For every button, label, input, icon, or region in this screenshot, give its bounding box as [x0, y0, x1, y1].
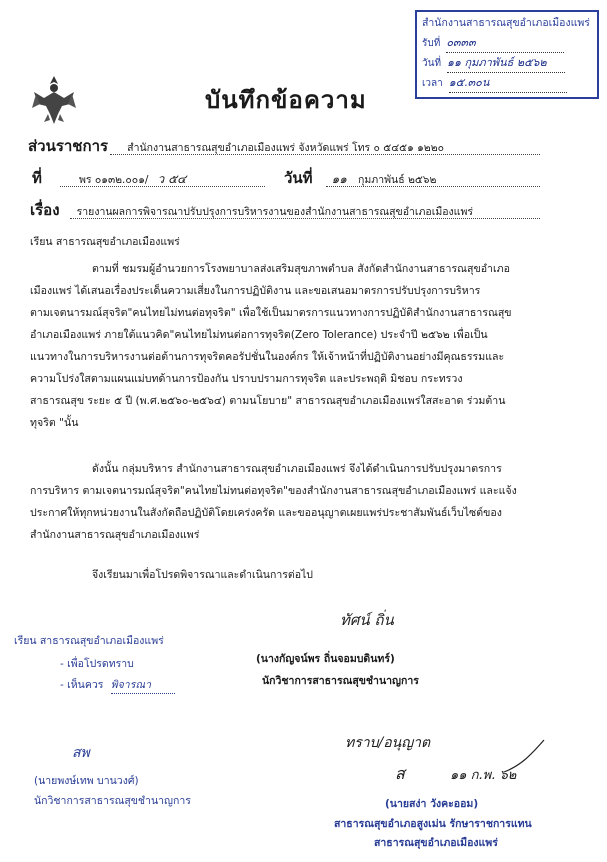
- date-rest: กุมภาพันธ์ ๒๕๖๒: [358, 174, 437, 186]
- approval-note: ทราบ/อนุญาต: [345, 735, 431, 751]
- ref-dotted-line: [60, 186, 265, 187]
- minute-item-2-hand: พิจารณา: [111, 676, 175, 694]
- subject-value: รายงานผลการพิจารณาปรับปรุงการบริหารงานของสำนักงานสาธารณสุขอำเภอเมืองแพร่: [76, 206, 474, 218]
- para1-line: แนวทางในการบริหารงานต่อต้านการทุจริตคอรัปชั่นในองค์กร ให้เจ้าหน้าที่ปฏิบัติงานอย่างมีคุณธรรมและ: [30, 351, 505, 363]
- subject-label: เรื่อง: [30, 201, 60, 219]
- para1-line: อำเภอเมืองแพร่ ภายใต้แนวคิด"คนไทยไม่ทนต่อการทุจริต(Zero Tolerance) ประจำปี ๒๕๖๒ เพื่อเป็น: [30, 329, 488, 341]
- date-dotted-line: [326, 186, 540, 187]
- signer-name: (นางกัญจน์พร ถิ่นจอมบดินทร์): [256, 653, 395, 665]
- para1-line: ตามที่ ชมรมผู้อำนวยการโรงพยาบาลส่งเสริมสุขภาพตำบล สังกัดสำนักงานสาธารณสุขอำเภอ: [92, 263, 510, 275]
- approval-office: สาธารณสุขอำเภอเมืองแพร่: [374, 837, 498, 849]
- agency-value: สำนักงานสาธารณสุขอำเภอเมืองแพร่ จังหวัดแพร่ โทร ๐ ๕๔๕๑ ๑๒๒๐: [127, 142, 445, 154]
- signer-position: นักวิชาการสาธารณสุขชำนาญการ: [262, 675, 419, 687]
- agency-dotted-line: [110, 154, 540, 155]
- ref-label: ที่: [32, 169, 42, 187]
- ref-value: พร ๐๑๓๒.๐๐๑/: [78, 174, 149, 186]
- approval-position: สาธารณสุขอำเภอสูงเม่น รักษาราชการแทน: [334, 818, 532, 830]
- salutation: เรียน สาธารณสุขอำเภอเมืองแพร่: [30, 236, 180, 248]
- stamp-date-label: วันที่: [422, 58, 442, 69]
- ref-handwritten: ว ๕๔: [157, 172, 187, 186]
- minute-item-2: [60, 676, 175, 694]
- stamp-time-row: [422, 74, 567, 92]
- approval-date: ๑๑ ก.พ. ๖๒: [450, 768, 517, 783]
- agency-label: ส่วนราชการ: [28, 137, 109, 155]
- minute-item-1: - เพื่อโปรดทราบ: [60, 658, 134, 670]
- stamp-date: ๑๑ กุมภาพันธ์ ๒๕๖๒: [447, 54, 565, 73]
- date-label: วันที่: [284, 169, 313, 187]
- para1-line: เมืองแพร่ ได้เสนอเรื่องประเด็นความเสี่ยงในการปฏิบัติงาน และขอเสนอมาตรการปรับปรุงการบริหาร: [30, 285, 481, 297]
- paragraph-2: [30, 458, 575, 546]
- stamp-time: ๑๕.๓๐น: [449, 74, 567, 93]
- stamp-date-row: [422, 54, 565, 72]
- minute-to: เรียน สาธารณสุขอำเภอเมืองแพร่: [14, 635, 164, 647]
- approval-flourish-icon: [500, 736, 550, 776]
- stamp-recv-no: ๐๓๓๓: [446, 34, 564, 53]
- closing-line: จึงเรียนมาเพื่อโปรดพิจารณาและดำเนินการต่อไป: [92, 569, 313, 581]
- para1-line: ตามเจตนารมณ์สุจริต"คนไทยไม่ทนต่อทุจริต" เพื่อใช้เป็นมาตรการแนวทางการปฏิบัติสำนักงานสาธารณสุข: [30, 307, 512, 319]
- approval-signature: ส: [395, 764, 405, 783]
- subject-dotted-line: [70, 218, 540, 219]
- para2-line: สำนักงานสาธารณสุขอำเภอเมืองแพร่: [30, 529, 200, 541]
- date-day: ๑๑: [331, 172, 347, 186]
- para2-line: ดังนั้น กลุ่มบริหาร สำนักงานสาธารณสุขอำเภอเมืองแพร่ จึงได้ดำเนินการปรับปรุงมาตรการ: [92, 463, 502, 475]
- memo-title: บันทึกข้อความ: [205, 86, 367, 114]
- stamp-time-label: เวลา: [422, 78, 443, 89]
- received-stamp: [415, 10, 599, 99]
- signer-signature: ทัศน์ ถิ่น: [340, 611, 394, 629]
- stamp-org: สำนักงานสาธารณสุขอำเภอเมืองแพร่: [422, 17, 590, 29]
- para2-line: ประกาศให้ทุกหน่วยงานในสังกัดถือปฏิบัติโดยเคร่งครัด และขออนุญาตเผยแพร่ประชาสัมพันธ์เว็บไซต์ของ: [30, 507, 502, 519]
- minute-item-2-label: - เห็นควร: [60, 679, 104, 691]
- minute-position: นักวิชาการสาธารณสุขชำนาญการ: [34, 795, 191, 807]
- minute-signature: สพ: [72, 745, 90, 761]
- stamp-recv-row: [422, 34, 564, 52]
- para1-line: ความโปร่งใสตามแผนแม่บทด้านการป้องกัน ปราบปรามการทุจริต และประพฤติ มิชอบ กระทรวง: [30, 373, 463, 385]
- approval-name: (นายสง่า วังคะออม): [385, 798, 479, 810]
- para1-line: สาธารณสุข ระยะ ๕ ปี (พ.ศ.๒๕๖๐-๒๕๖๔) ตามนโยบาย" สาธารณสุขอำเภอเมืองแพร่ใสสะอาด ร่วมต้าน: [30, 395, 506, 407]
- para1-line: ทุจริต "นั้น: [30, 417, 79, 429]
- garuda-emblem-icon: [30, 74, 78, 126]
- para2-line: การบริหาร ตามเจตนารมณ์สุจริต"คนไทยไม่ทนต่อทุจริต"ของสำนักงานสาธารณสุขอำเภอเมืองแพร่ และแจ้ง: [30, 485, 517, 497]
- stamp-recv-label: รับที่: [422, 38, 441, 49]
- paragraph-1: [30, 258, 575, 434]
- minute-name: (นายพงษ์เทพ บานวงศ์): [34, 775, 139, 787]
